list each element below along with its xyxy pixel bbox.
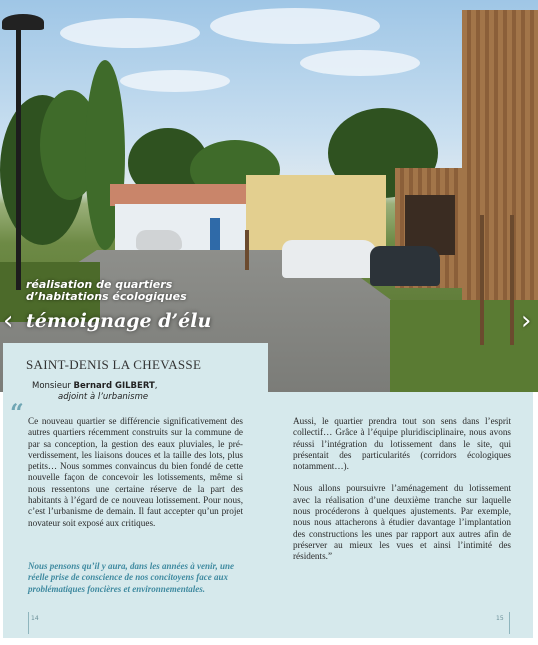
quote-open-icon: “ (10, 398, 24, 427)
subtitle-line-1: réalisation de quartiers (26, 278, 173, 291)
paragraph: Ce nouveau quartier se différencie significativement des autres quartiers récemment construits sur la commune de par sa conception, la gestion des eaux pluviales, le pré-verdissement, les liaisons douces et la taille des lots, plus petits… Nous sommes convaincus du bien fondé de cette nouvelle façon de concevoir les lotissements, même si nous ressentons une certaine réserve de la part des habitants à l’égard de ce nouveau lotissement. Pour nous, c’est l’urbanisme de demain. Il faut accepter qu’un projet novateur soit exposé aux critiques. (28, 416, 243, 528)
article-title: témoignage d’élu (26, 310, 212, 332)
interviewee (32, 381, 158, 403)
highlight-quote: Nous pensons qu’il y aura, dans les années à venir, une réelle prise de conscience de nos concitoyens face aux problématiques foncières et environnementales. (28, 561, 235, 594)
paragraph: Aussi, le quartier prendra tout son sens dans l’esprit collectif… Grâce à l’équipe pluridisciplinaire, nous avons réussi l’intégration du lotissement dans le site, qui présentait des particularités (corridors écologiques notamment…). (293, 416, 511, 472)
person-name: Bernard GILBERT (73, 381, 155, 391)
article-subtitle (26, 279, 187, 303)
person-suffix: , (154, 381, 158, 391)
page-divider (28, 612, 29, 634)
page-divider (509, 612, 510, 634)
town-name: SAINT-DENIS LA CHEVASSE (26, 357, 202, 372)
column-left (28, 416, 243, 540)
prev-page-arrow-icon[interactable]: ‹ (3, 306, 14, 336)
column-right (293, 416, 511, 574)
page-number-right: 15 (496, 615, 504, 622)
person-prefix: Monsieur (32, 381, 74, 391)
subtitle-line-2: d’habitations écologiques (26, 290, 187, 303)
person-role: adjoint à l’urbanisme (58, 392, 149, 402)
paragraph: Nous allons poursuivre l’aménagement du lotissement avec la réalisation d’une deuxième tranche sur laquelle nous procéderons à quelques ajustements. Par exemple, nous nous attacherons à étudier davantage l’implantation des constructions les unes par rapport aux autres afin de préserver au mieux les vues et ainsi l’intimité des résidents.” (293, 483, 511, 562)
page-number-left: 14 (31, 615, 39, 622)
next-page-arrow-icon[interactable]: › (521, 306, 532, 336)
